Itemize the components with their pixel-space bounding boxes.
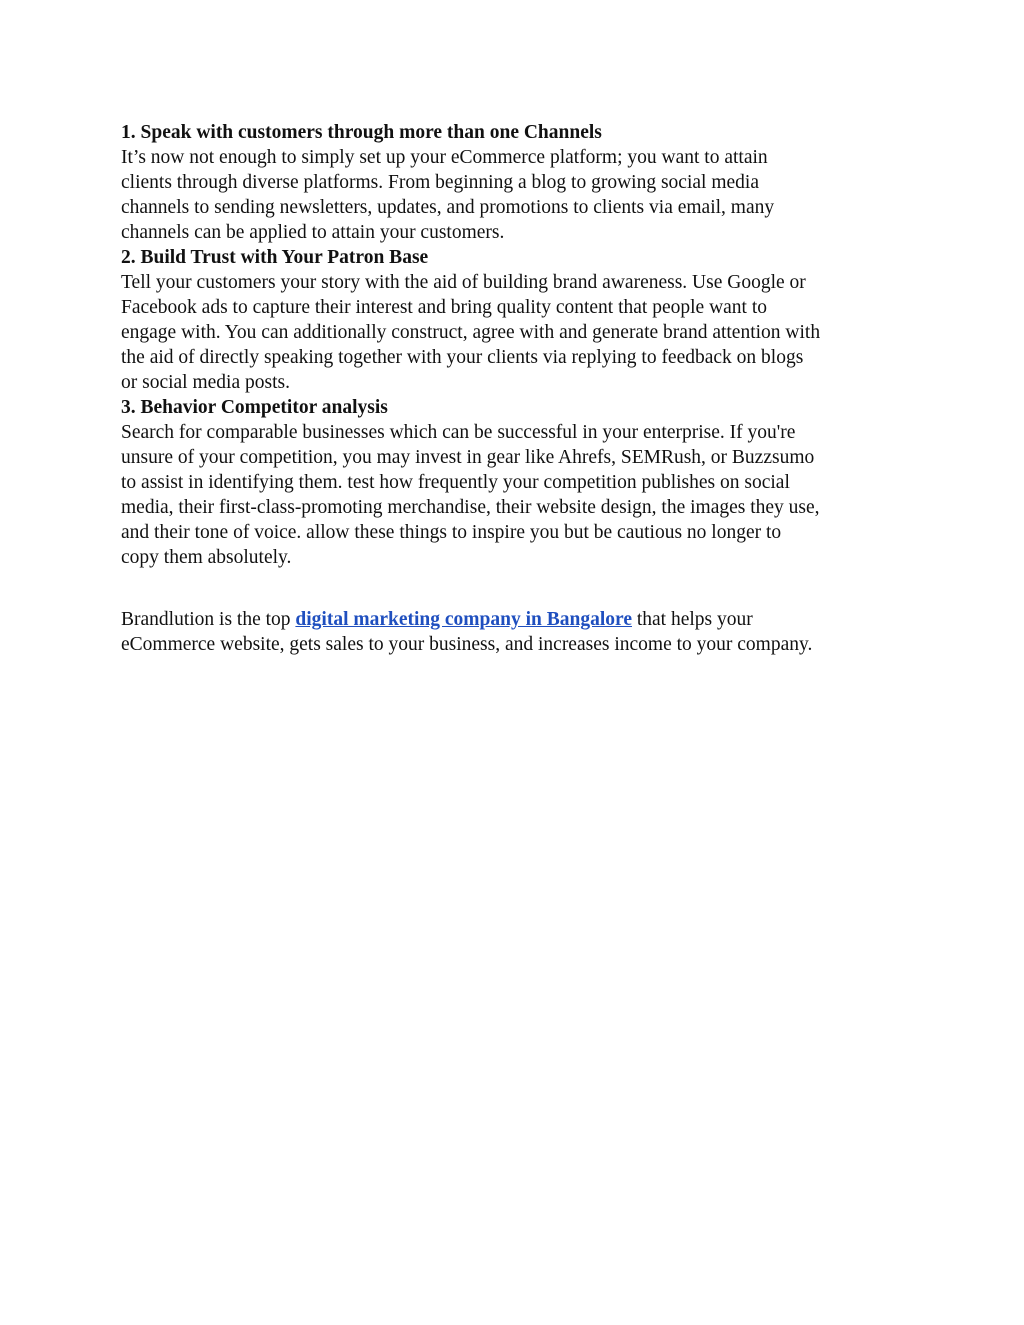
section-heading: 1. Speak with customers through more than one Channels <box>121 122 602 143</box>
section-body: Tell your customers your story with the aid of building brand awareness. Use Google or Facebook ads to capture their interest and bring quality content that people want to engage with. You can additionally construct, agree with and generate brand attention with the aid of directly speaking together with your clients via replying to feedback on blogs or social media posts. <box>121 272 821 393</box>
section-heading: 3. Behavior Competitor analysis <box>121 397 388 418</box>
section-body: It’s now not enough to simply set up your eCommerce platform; you want to attain clients through diverse platforms. From beginning a blog to growing social media channels to sending newsletters, updates, and promotions to clients via email, many channels can be applied to attain your customers. <box>121 147 775 243</box>
section-channels <box>121 120 921 245</box>
section-heading: 2. Build Trust with Your Patron Base <box>121 247 429 268</box>
bangalore-marketing-link[interactable]: digital marketing company in Bangalore <box>295 609 632 630</box>
closing-text-before: Brandlution is the top <box>121 609 296 630</box>
document-page <box>121 120 921 657</box>
closing-text-after: that helps your <box>631 609 753 630</box>
closing-paragraph <box>121 607 921 657</box>
section-competitor-analysis <box>121 395 921 570</box>
paragraph-spacer <box>121 570 921 607</box>
section-trust <box>121 245 921 395</box>
section-body: Search for comparable businesses which can be successful in your enterprise. If you're unsure of your competition, you may invest in gear like Ahrefs, SEMRush, or Buzzsumo to assist in identifying them. test how frequently your competition publishes on social media, their first-class-promoting merchandise, their website design, the images they use, and their tone of voice. allow these things to inspire you but be cautious no longer to copy them absolutely. <box>121 422 820 568</box>
closing-text-line2: eCommerce website, gets sales to your business, and increases income to your company. <box>121 634 813 655</box>
